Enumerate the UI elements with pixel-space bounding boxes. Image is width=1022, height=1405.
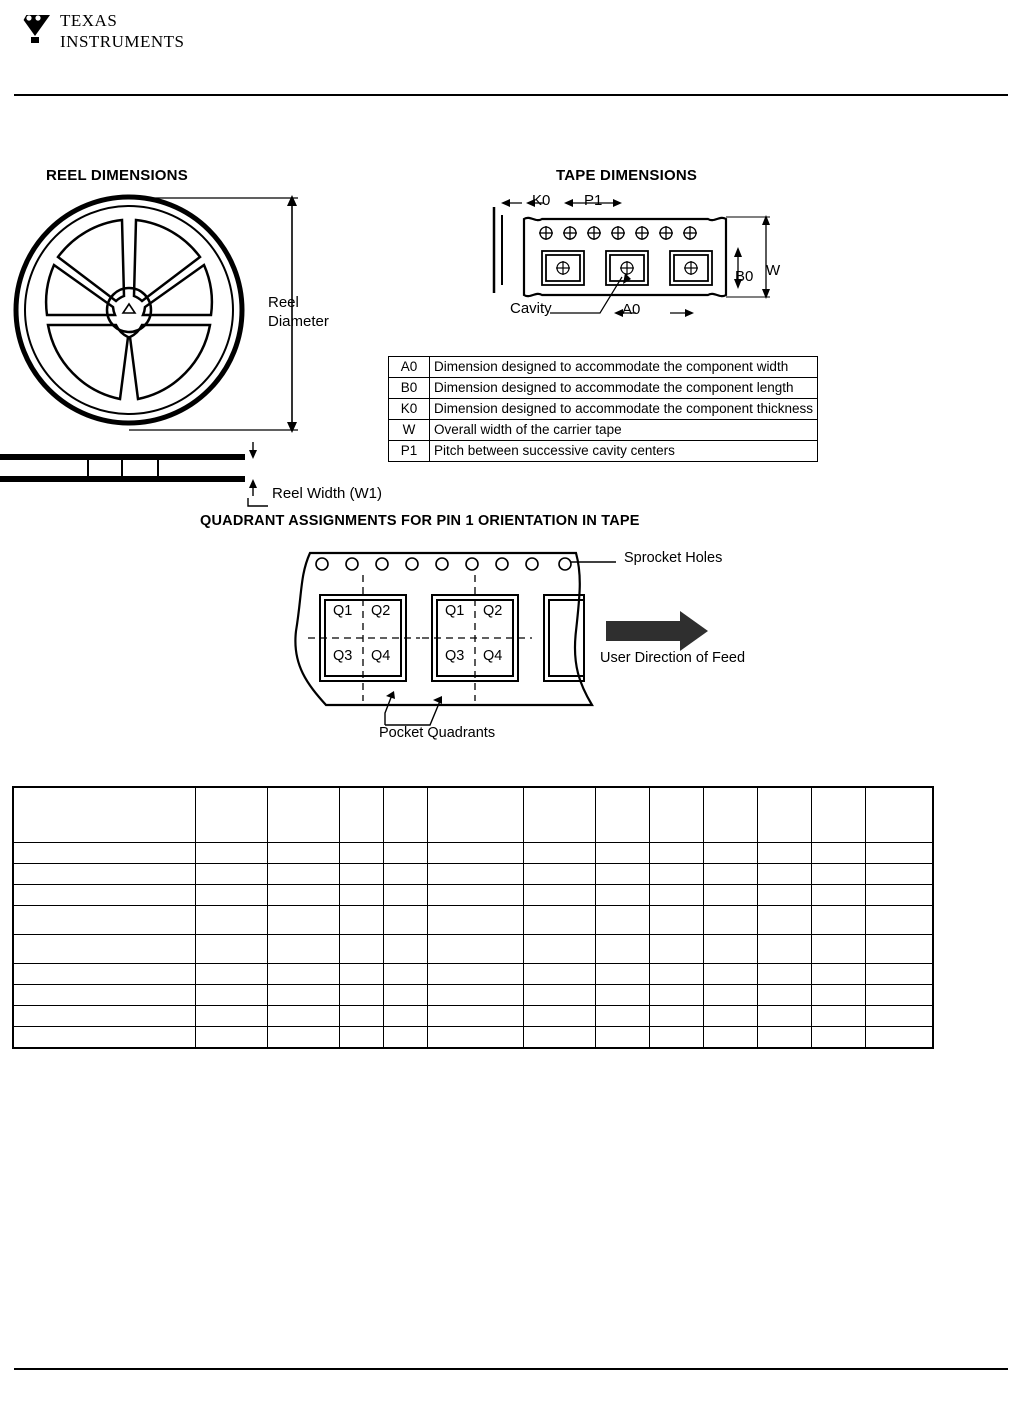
reel-dimensions-title: REEL DIMENSIONS: [46, 167, 188, 184]
table-cell: [703, 906, 757, 935]
table-cell: [757, 885, 811, 906]
table-cell: [757, 964, 811, 985]
reel-diameter-line2: Diameter: [268, 313, 329, 330]
table-cell: [595, 985, 649, 1006]
table-row: [13, 1027, 933, 1049]
table-cell: [13, 935, 195, 964]
table-cell: [13, 1006, 195, 1027]
table-cell: [383, 935, 427, 964]
table-cell: [649, 885, 703, 906]
dim-desc: Dimension designed to accommodate the component width: [430, 357, 818, 378]
tape-diagram: [470, 185, 810, 345]
ti-wordmark-line2: INSTRUMENTS: [60, 32, 185, 51]
table-cell: [649, 1027, 703, 1049]
table-cell: [757, 985, 811, 1006]
table-cell: [757, 843, 811, 864]
table-row: [389, 420, 818, 441]
table-cell: [649, 985, 703, 1006]
table-row: [13, 843, 933, 864]
table-cell: [427, 885, 523, 906]
table-header-cell: [13, 787, 195, 843]
table-cell: [267, 935, 339, 964]
table-cell: [595, 885, 649, 906]
table-cell: [865, 864, 933, 885]
table-cell: [595, 843, 649, 864]
dim-code: A0: [389, 357, 430, 378]
table-cell: [595, 935, 649, 964]
table-cell: [195, 935, 267, 964]
table-cell: [383, 985, 427, 1006]
table-cell: [523, 935, 595, 964]
table-cell: [865, 964, 933, 985]
dim-desc: Pitch between successive cavity centers: [430, 441, 818, 462]
table-cell: [811, 843, 865, 864]
table-header-row: [13, 787, 933, 843]
table-cell: [757, 935, 811, 964]
table-cell: [523, 964, 595, 985]
table-row: [389, 441, 818, 462]
table-cell: [195, 906, 267, 935]
footer-divider: [14, 1368, 1008, 1370]
tape-dimensions-title: TAPE DIMENSIONS: [556, 167, 698, 184]
ti-wordmark-line1: TEXAS: [60, 11, 118, 30]
ti-logo: [18, 10, 208, 56]
table-cell: [427, 1006, 523, 1027]
table-cell: [13, 985, 195, 1006]
table-cell: [195, 843, 267, 864]
quadrant-q4b-label: Q4: [483, 648, 503, 664]
table-cell: [523, 1027, 595, 1049]
table-cell: [427, 985, 523, 1006]
table-cell: [195, 1027, 267, 1049]
user-direction-of-feed-label: User Direction of Feed: [600, 650, 746, 666]
table-row: [13, 964, 933, 985]
dimension-definition-table: [388, 356, 818, 462]
quadrant-q3b-label: Q3: [445, 648, 465, 664]
table-cell: [523, 906, 595, 935]
table-cell: [13, 864, 195, 885]
table-cell: [757, 864, 811, 885]
table-cell: [267, 1027, 339, 1049]
table-cell: [195, 1006, 267, 1027]
table-cell: [383, 906, 427, 935]
table-cell: [811, 1006, 865, 1027]
table-cell: [703, 1027, 757, 1049]
quadrant-q2-label: Q2: [371, 603, 391, 619]
table-cell: [427, 1027, 523, 1049]
table-cell: [703, 964, 757, 985]
tape-k0-label: K0: [532, 192, 551, 209]
table-cell: [757, 1006, 811, 1027]
table-cell: [267, 906, 339, 935]
table-header-cell: [757, 787, 811, 843]
table-cell: [523, 985, 595, 1006]
table-cell: [267, 843, 339, 864]
table-header-cell: [383, 787, 427, 843]
pocket-quadrants-label: Pocket Quadrants: [379, 725, 496, 741]
packaging-data-table: [12, 786, 934, 1049]
quadrant-q1-label: Q1: [333, 603, 353, 619]
table-header-cell: [649, 787, 703, 843]
dim-code: P1: [389, 441, 430, 462]
table-cell: [811, 935, 865, 964]
reel-diameter-label: [268, 293, 329, 331]
table-cell: [865, 885, 933, 906]
table-cell: [811, 864, 865, 885]
table-cell: [595, 964, 649, 985]
table-cell: [703, 985, 757, 1006]
dim-code: K0: [389, 399, 430, 420]
table-cell: [865, 906, 933, 935]
table-cell: [595, 864, 649, 885]
table-cell: [703, 843, 757, 864]
table-cell: [339, 964, 383, 985]
table-cell: [523, 864, 595, 885]
table-header-cell: [339, 787, 383, 843]
table-cell: [811, 964, 865, 985]
table-row: [13, 985, 933, 1006]
table-cell: [195, 964, 267, 985]
table-cell: [339, 1027, 383, 1049]
table-cell: [383, 1006, 427, 1027]
table-cell: [267, 864, 339, 885]
table-cell: [595, 1027, 649, 1049]
table-row: [389, 378, 818, 399]
table-cell: [13, 885, 195, 906]
table-cell: [811, 906, 865, 935]
table-row: [389, 357, 818, 378]
tape-cavity-label: Cavity: [510, 300, 552, 317]
table-cell: [649, 935, 703, 964]
table-cell: [757, 1027, 811, 1049]
table-row: [13, 906, 933, 935]
table-cell: [383, 1027, 427, 1049]
table-cell: [427, 935, 523, 964]
dim-desc: Dimension designed to accommodate the component thickness: [430, 399, 818, 420]
table-header-cell: [595, 787, 649, 843]
table-cell: [649, 864, 703, 885]
table-cell: [649, 964, 703, 985]
table-cell: [703, 1006, 757, 1027]
table-cell: [427, 843, 523, 864]
table-header-cell: [811, 787, 865, 843]
table-cell: [339, 906, 383, 935]
table-cell: [811, 885, 865, 906]
reel-width-label: Reel Width (W1): [272, 485, 383, 502]
reel-side-view: [0, 440, 300, 510]
sprocket-holes-label: Sprocket Holes: [624, 550, 723, 566]
dim-desc: Overall width of the carrier tape: [430, 420, 818, 441]
table-row: [13, 935, 933, 964]
table-cell: [703, 864, 757, 885]
table-cell: [383, 843, 427, 864]
table-cell: [339, 864, 383, 885]
table-cell: [523, 843, 595, 864]
table-cell: [865, 843, 933, 864]
table-cell: [267, 985, 339, 1006]
table-header-cell: [523, 787, 595, 843]
reel-diameter-line1: Reel: [268, 294, 299, 311]
table-row: [389, 399, 818, 420]
quadrant-q3-label: Q3: [333, 648, 353, 664]
table-cell: [811, 1027, 865, 1049]
table-cell: [757, 906, 811, 935]
table-header-cell: [427, 787, 523, 843]
quadrant-q4-label: Q4: [371, 648, 391, 664]
table-cell: [811, 985, 865, 1006]
table-cell: [427, 964, 523, 985]
quadrant-q2b-label: Q2: [483, 603, 503, 619]
table-cell: [195, 864, 267, 885]
table-cell: [339, 1006, 383, 1027]
table-row: [13, 1006, 933, 1027]
table-cell: [427, 864, 523, 885]
table-header-cell: [703, 787, 757, 843]
header-divider: [14, 94, 1008, 96]
table-cell: [195, 985, 267, 1006]
table-cell: [865, 935, 933, 964]
table-cell: [383, 964, 427, 985]
table-cell: [703, 935, 757, 964]
quadrant-q1b-label: Q1: [445, 603, 465, 619]
ti-logo-icon: [18, 12, 52, 44]
table-cell: [339, 935, 383, 964]
table-cell: [703, 885, 757, 906]
table-header-cell: [865, 787, 933, 843]
reel-side-svg: [0, 440, 300, 510]
table-cell: [267, 964, 339, 985]
ti-wordmark: [60, 10, 185, 52]
tape-b0-label: B0: [735, 268, 754, 285]
quadrant-assignments-title: QUADRANT ASSIGNMENTS FOR PIN 1 ORIENTATION IN TAPE: [200, 513, 640, 529]
dim-code: W: [389, 420, 430, 441]
table-cell: [865, 1027, 933, 1049]
table-cell: [13, 1027, 195, 1049]
table-cell: [267, 1006, 339, 1027]
table-cell: [649, 906, 703, 935]
table-cell: [195, 885, 267, 906]
dim-code: B0: [389, 378, 430, 399]
table-cell: [339, 843, 383, 864]
table-cell: [865, 1006, 933, 1027]
table-cell: [865, 985, 933, 1006]
table-cell: [595, 906, 649, 935]
table-cell: [383, 864, 427, 885]
table-cell: [523, 885, 595, 906]
table-cell: [267, 885, 339, 906]
table-cell: [13, 906, 195, 935]
tape-w-label: W: [766, 262, 781, 279]
table-cell: [427, 906, 523, 935]
tape-drawing-svg: [470, 185, 810, 345]
table-header-cell: [267, 787, 339, 843]
table-cell: [595, 1006, 649, 1027]
table-header-cell: [195, 787, 267, 843]
table-cell: [339, 885, 383, 906]
table-cell: [649, 843, 703, 864]
table-cell: [523, 1006, 595, 1027]
table-row: [13, 864, 933, 885]
tape-p1-label: P1: [584, 192, 603, 209]
dim-desc: Dimension designed to accommodate the component length: [430, 378, 818, 399]
table-row: [13, 885, 933, 906]
tape-a0-label: A0: [622, 301, 641, 318]
table-cell: [383, 885, 427, 906]
table-cell: [649, 1006, 703, 1027]
table-cell: [339, 985, 383, 1006]
table-cell: [13, 843, 195, 864]
table-cell: [13, 964, 195, 985]
